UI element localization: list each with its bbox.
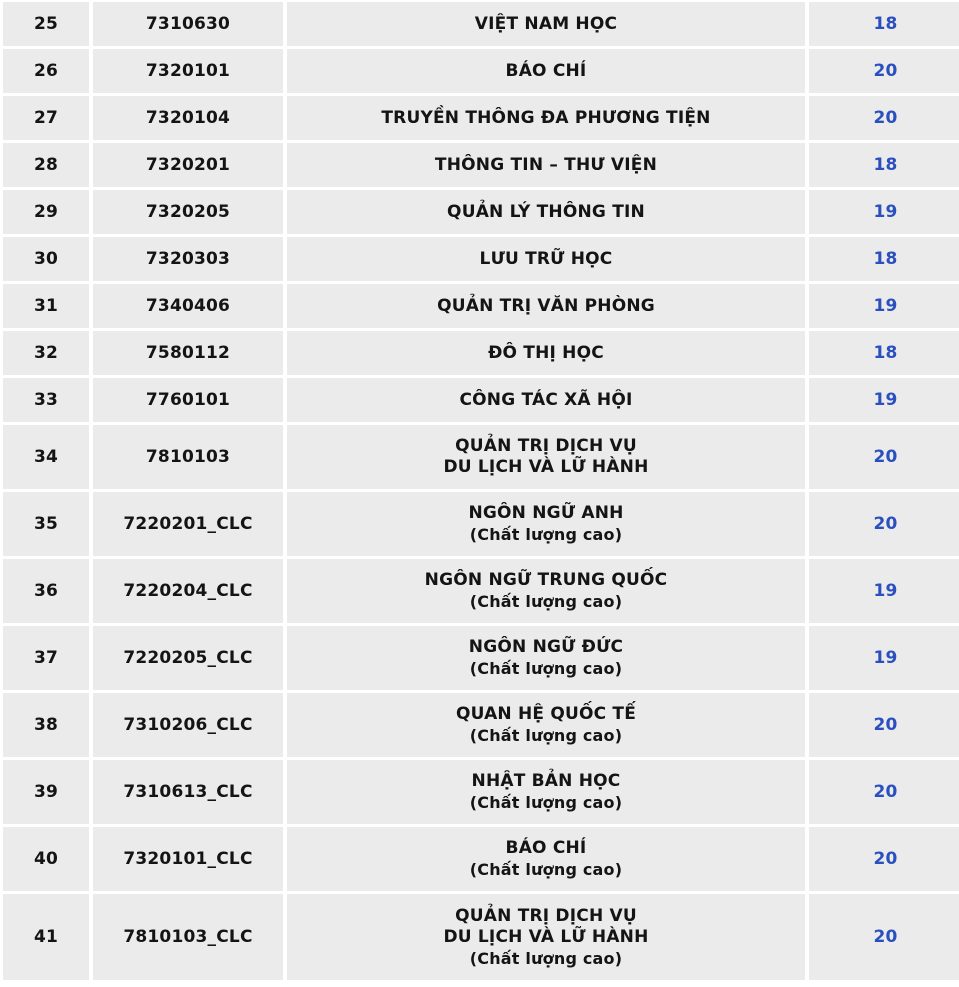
major-name xyxy=(287,96,805,140)
table-row xyxy=(3,827,959,891)
major-name-line: VIỆT NAM HỌC xyxy=(474,13,618,34)
major-name xyxy=(287,425,805,489)
major-name-line: BÁO CHÍ xyxy=(505,60,587,81)
major-name xyxy=(287,331,805,375)
table-row xyxy=(3,425,959,489)
major-name-line: (Chất lượng cao) xyxy=(469,525,623,544)
table-row xyxy=(3,559,959,623)
major-code: 7310206_CLC xyxy=(93,693,283,757)
row-number: 28 xyxy=(3,143,89,187)
major-code: 7760101 xyxy=(93,378,283,422)
major-name xyxy=(287,190,805,234)
major-name-line: (Chất lượng cao) xyxy=(469,726,623,745)
major-name-line: (Chất lượng cao) xyxy=(469,793,623,812)
table-row xyxy=(3,96,959,140)
table-row xyxy=(3,693,959,757)
table-row xyxy=(3,331,959,375)
major-code: 7310613_CLC xyxy=(93,760,283,824)
row-number: 30 xyxy=(3,237,89,281)
major-name-line: DU LỊCH VÀ LỮ HÀNH xyxy=(443,457,649,477)
table-row xyxy=(3,190,959,234)
admission-score: 18 xyxy=(809,331,959,375)
table-row xyxy=(3,143,959,187)
row-number: 37 xyxy=(3,626,89,690)
major-name-line: THÔNG TIN – THƯ VIỆN xyxy=(434,154,658,175)
table-row xyxy=(3,378,959,422)
major-code: 7320303 xyxy=(93,237,283,281)
major-name-line: (Chất lượng cao) xyxy=(469,659,623,678)
row-number: 34 xyxy=(3,425,89,489)
major-code: 7340406 xyxy=(93,284,283,328)
major-name-line: QUẢN LÝ THÔNG TIN xyxy=(447,201,645,222)
table-body xyxy=(3,2,959,980)
major-code: 7580112 xyxy=(93,331,283,375)
row-number: 38 xyxy=(3,693,89,757)
table-row xyxy=(3,49,959,93)
table-row xyxy=(3,894,959,980)
row-number: 39 xyxy=(3,760,89,824)
major-code: 7320104 xyxy=(93,96,283,140)
major-name-line: BÁO CHÍ xyxy=(505,838,587,858)
major-name-line: QUẢN TRỊ VĂN PHÒNG xyxy=(437,295,655,316)
admission-score: 20 xyxy=(809,492,959,556)
table-row xyxy=(3,760,959,824)
major-name-line: ĐÔ THỊ HỌC xyxy=(488,342,604,363)
major-name-line: QUẢN TRỊ DỊCH VỤ xyxy=(455,905,637,926)
major-name xyxy=(287,559,805,623)
major-name-line: QUAN HỆ QUỐC TẾ xyxy=(455,704,637,724)
admission-score: 19 xyxy=(809,378,959,422)
major-code: 7320201 xyxy=(93,143,283,187)
row-number: 32 xyxy=(3,331,89,375)
admission-score: 20 xyxy=(809,894,959,980)
admission-score: 20 xyxy=(809,96,959,140)
admission-score: 20 xyxy=(809,425,959,489)
row-number: 31 xyxy=(3,284,89,328)
admission-score: 20 xyxy=(809,49,959,93)
major-name xyxy=(287,143,805,187)
major-name-line: (Chất lượng cao) xyxy=(469,592,623,611)
row-number: 26 xyxy=(3,49,89,93)
major-name-line: TRUYỀN THÔNG ĐA PHƯƠNG TIỆN xyxy=(381,107,711,128)
admission-score: 19 xyxy=(809,626,959,690)
major-name xyxy=(287,49,805,93)
major-name xyxy=(287,237,805,281)
admission-score: 19 xyxy=(809,190,959,234)
admission-score: 20 xyxy=(809,827,959,891)
row-number: 33 xyxy=(3,378,89,422)
major-code: 7810103_CLC xyxy=(93,894,283,980)
major-name xyxy=(287,894,805,980)
admission-score: 18 xyxy=(809,143,959,187)
major-name xyxy=(287,626,805,690)
admission-score: 20 xyxy=(809,693,959,757)
row-number: 41 xyxy=(3,894,89,980)
major-name-line: CÔNG TÁC XÃ HỘI xyxy=(459,389,633,410)
major-name xyxy=(287,693,805,757)
major-name-line: NGÔN NGỮ ANH xyxy=(468,503,624,523)
major-code: 7220201_CLC xyxy=(93,492,283,556)
major-code: 7320101 xyxy=(93,49,283,93)
major-code: 7810103 xyxy=(93,425,283,489)
major-code: 7310630 xyxy=(93,2,283,46)
admission-score: 18 xyxy=(809,2,959,46)
major-code: 7320205 xyxy=(93,190,283,234)
row-number: 27 xyxy=(3,96,89,140)
major-name-line: LƯU TRỮ HỌC xyxy=(479,248,613,269)
major-name-line: (Chất lượng cao) xyxy=(469,860,623,879)
major-name xyxy=(287,378,805,422)
major-name xyxy=(287,2,805,46)
major-name-line: (Chất lượng cao) xyxy=(469,948,623,968)
major-name xyxy=(287,492,805,556)
major-name xyxy=(287,284,805,328)
row-number: 29 xyxy=(3,190,89,234)
admission-score: 19 xyxy=(809,284,959,328)
major-name xyxy=(287,760,805,824)
major-code: 7320101_CLC xyxy=(93,827,283,891)
major-name-line: QUẢN TRỊ DỊCH VỤ xyxy=(455,436,637,456)
major-name xyxy=(287,827,805,891)
row-number: 40 xyxy=(3,827,89,891)
major-name-line: NGÔN NGỮ ĐỨC xyxy=(468,637,624,657)
row-number: 25 xyxy=(3,2,89,46)
major-name-line: NGÔN NGỮ TRUNG QUỐC xyxy=(424,570,668,590)
major-code: 7220204_CLC xyxy=(93,559,283,623)
major-code: 7220205_CLC xyxy=(93,626,283,690)
row-number: 36 xyxy=(3,559,89,623)
admission-score: 18 xyxy=(809,237,959,281)
table-row xyxy=(3,237,959,281)
admission-score: 20 xyxy=(809,760,959,824)
row-number: 35 xyxy=(3,492,89,556)
table-row xyxy=(3,284,959,328)
table-row xyxy=(3,492,959,556)
major-name-line: NHẬT BẢN HỌC xyxy=(471,771,621,791)
admission-score: 19 xyxy=(809,559,959,623)
table-row xyxy=(3,2,959,46)
major-name-line: DU LỊCH VÀ LỮ HÀNH xyxy=(443,926,649,947)
table-row xyxy=(3,626,959,690)
